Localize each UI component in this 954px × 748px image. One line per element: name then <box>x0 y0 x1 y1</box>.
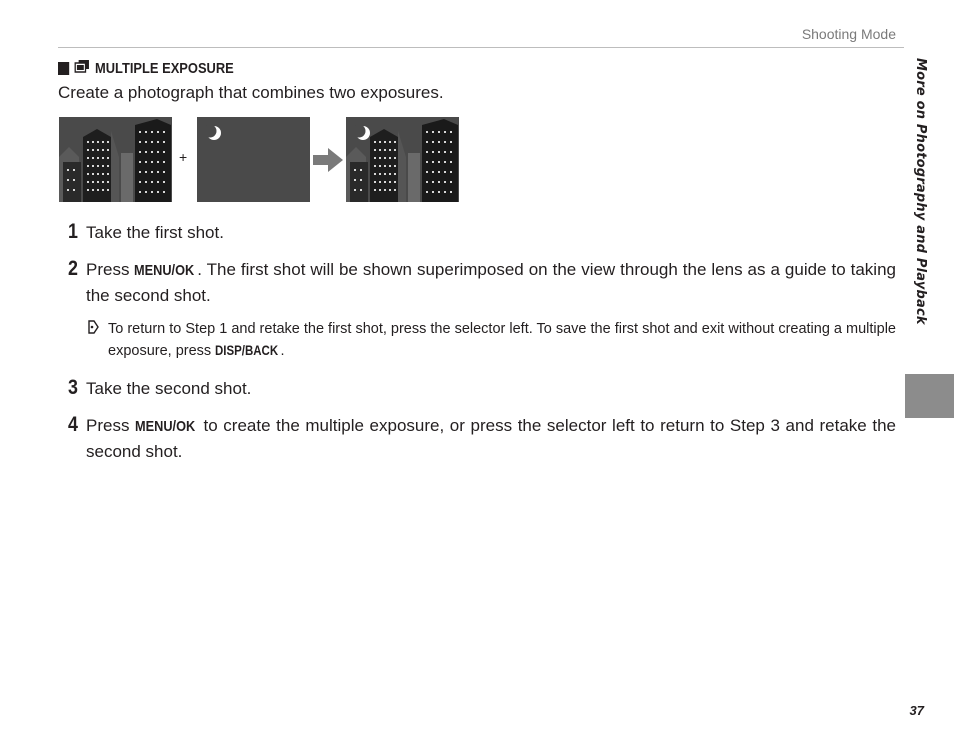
menu-ok-command: MENU/OK <box>134 262 195 279</box>
section-heading-text: MULTIPLE EXPOSURE <box>94 60 234 77</box>
running-header: Shooting Mode <box>801 26 896 42</box>
step-text: Take the first shot. <box>86 223 224 242</box>
illustration-combined <box>346 117 459 202</box>
step-number: 1 <box>68 220 78 243</box>
arrow-right-icon <box>313 148 343 172</box>
side-tab-label: More on Photography and Playback <box>913 58 928 325</box>
side-tab-marker <box>905 374 954 418</box>
illustration-moon <box>197 117 310 202</box>
plus-sign: + <box>179 149 188 165</box>
illustration-buildings <box>59 117 172 202</box>
header-rule <box>58 47 904 48</box>
note-body: To return to Step 1 and retake the first shot, press the selector left. To save the first shot and exit without creating a multiple exposure, press <box>108 321 896 359</box>
step-number: 4 <box>68 413 78 436</box>
note-end: . <box>280 343 285 359</box>
square-bullet-icon <box>58 62 69 75</box>
step-text: Take the second shot. <box>86 379 252 398</box>
step-number: 3 <box>68 376 78 399</box>
step-text <box>86 257 896 308</box>
disp-back-command: DISP/BACK <box>215 343 279 358</box>
step-number: 2 <box>68 257 78 280</box>
page-number: 37 <box>909 703 924 718</box>
step-text-post: to create the multiple exposure, or press the selector left to return to Step 3 and retake the second shot. <box>86 416 896 461</box>
step-text-pre: Press <box>86 416 136 435</box>
note-text <box>108 318 896 362</box>
note-tip-icon <box>88 320 99 334</box>
section-intro: Create a photograph that combines two exposures. <box>58 83 444 102</box>
step-text <box>86 413 896 464</box>
step-text-pre: Press <box>86 260 135 279</box>
section-heading <box>58 59 234 78</box>
multiple-exposure-icon <box>74 59 89 78</box>
step-text-post: . The first shot will be shown superimposed on the view through the lens as a guide to taking the second shot. <box>86 260 896 305</box>
menu-ok-command: MENU/OK <box>135 418 196 435</box>
